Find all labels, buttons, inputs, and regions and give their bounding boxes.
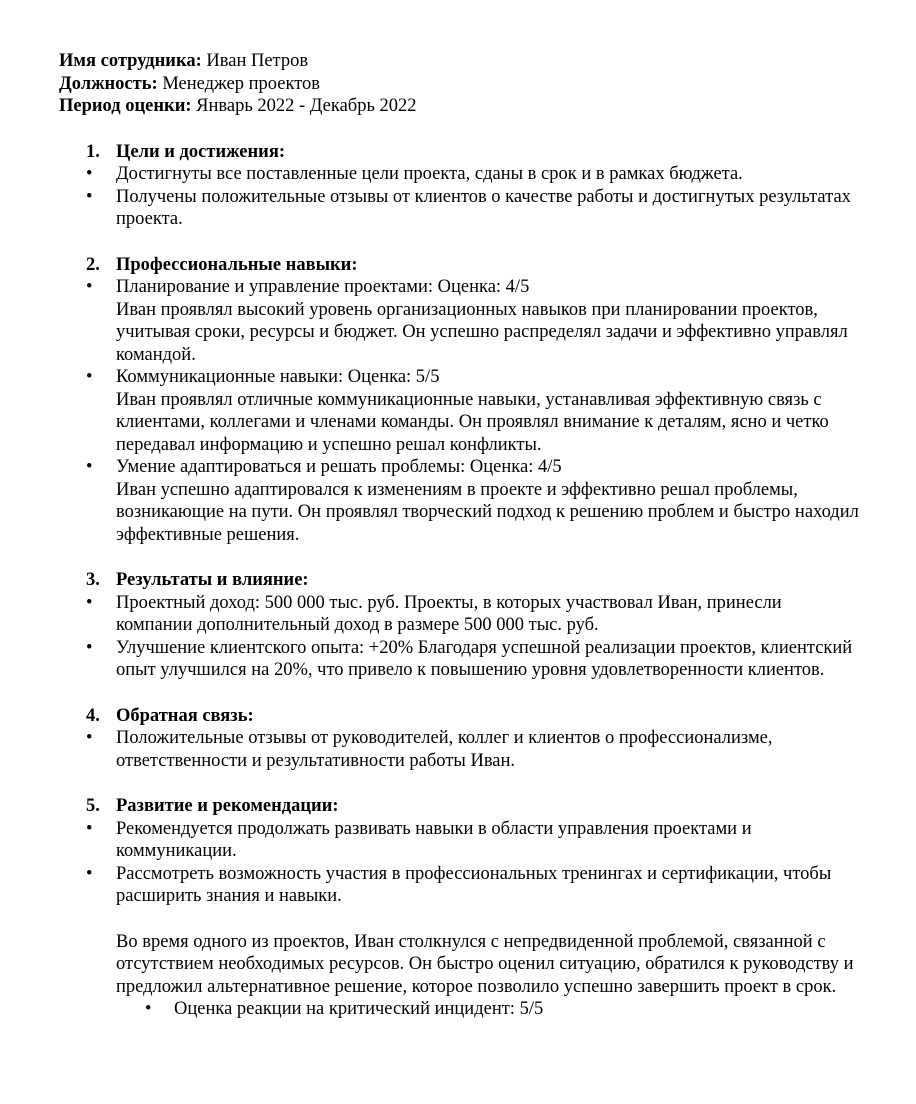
section-number: 4.: [86, 705, 100, 726]
section-title: [59, 141, 859, 164]
section-title: [59, 254, 859, 277]
item-text: Проектный доход: 500 000 тыс. руб. Проекты, в которых участвовал Иван, принесли компании дополнительный доход в размере 500 000 тыс. руб.: [116, 592, 782, 635]
position-label: Должность:: [59, 73, 158, 94]
list-item: [59, 637, 859, 682]
incident-bullet-list: [59, 998, 859, 1021]
bullet-list: [59, 818, 859, 908]
item-text: Планирование и управление проектами: Оценка: 4/5: [116, 277, 530, 297]
list-item: [59, 727, 859, 772]
section-number: 3.: [86, 570, 100, 590]
list-item: [59, 163, 859, 186]
section-results: [59, 569, 859, 682]
employee-value: Иван Петров: [206, 51, 309, 71]
list-item: [59, 366, 859, 456]
period-label: Период оценки:: [59, 96, 192, 116]
section-development: [59, 795, 859, 908]
item-text: Улучшение клиентского опыта: +20% Благодаря успешной реализации проектов, клиентский опыт улучшился на 20%, что привело к повышению уровня удовлетворенности клиентов.: [116, 637, 853, 680]
item-text: Рекомендуется продолжать развивать навыки в области управления проектами и коммуникации.: [116, 818, 752, 861]
section-number: 1.: [86, 141, 100, 162]
item-text: Умение адаптироваться и решать проблемы: Оценка: 4/5: [116, 457, 562, 477]
bullet-list: [59, 727, 859, 772]
position-value: Менеджер проектов: [162, 73, 321, 94]
period-value: Январь 2022 - Декабрь 2022: [196, 96, 417, 116]
item-text: Получены положительные отзывы от клиентов о качестве работы и достигнутых результатах проекта.: [116, 186, 851, 229]
item-text: Положительные отзывы от руководителей, коллег и клиентов о профессионализме, ответственности и результативности работы Иван.: [116, 728, 773, 771]
employee-label: Имя сотрудника:: [59, 51, 202, 71]
item-text: Коммуникационные навыки: Оценка: 5/5: [116, 367, 440, 387]
item-description: Иван успешно адаптировался к изменениям в проекте и эффективно решал проблемы, возникающие на пути. Он проявлял творческий подход к решению проблем и быстро находил эффективные решения.: [116, 479, 859, 545]
section-title: [59, 795, 859, 818]
list-item: [59, 998, 859, 1021]
list-item: [59, 456, 859, 546]
list-item: [59, 592, 859, 637]
section-heading: Результаты и влияние:: [116, 570, 309, 590]
section-heading: Обратная связь:: [116, 705, 254, 726]
item-text: Достигнуты все поставленные цели проекта, сданы в срок и в рамках бюджета.: [116, 164, 743, 184]
incident-rating: Оценка реакции на критический инцидент: 5/5: [174, 999, 544, 1019]
section-title: [59, 569, 859, 592]
section-feedback: [59, 705, 859, 773]
bullet-list: [59, 592, 859, 682]
item-description: Иван проявлял высокий уровень организационных навыков при планировании проектов, учитывая сроки, ресурсы и бюджет. Он успешно распределял задачи и эффективно управлял командой.: [116, 299, 848, 365]
item-description: Иван проявлял отличные коммуникационные навыки, устанавливая эффективную связь с клиентами, коллегами и членами команды. Он проявлял внимание к деталям, ясно и четко передавал информацию и успешно решал конфликты.: [116, 389, 829, 455]
position-line: [59, 73, 859, 96]
bullet-list: [59, 163, 859, 231]
period-line: [59, 95, 859, 118]
section-skills: [59, 254, 859, 547]
list-item: [59, 276, 859, 366]
bullet-list: [59, 276, 859, 546]
section-title: [59, 705, 859, 728]
list-item: [59, 186, 859, 231]
list-item: [59, 818, 859, 863]
section-goals: [59, 141, 859, 231]
employee-line: [59, 50, 859, 73]
list-item: [59, 863, 859, 908]
section-number: 2.: [86, 254, 100, 275]
section-heading: Цели и достижения:: [116, 141, 285, 162]
document-page: [59, 50, 859, 1021]
section-heading: Развитие и рекомендации:: [116, 796, 339, 816]
document-header: [59, 50, 859, 118]
section-number: 5.: [86, 796, 100, 816]
incident-paragraph: Во время одного из проектов, Иван столкнулся с непредвиденной проблемой, связанной с отсутствием необходимых ресурсов. Он быстро оценил ситуацию, обратился к руководству и предложил альтернативное решение, которое позволило успешно завершить проект в срок.: [116, 931, 854, 997]
item-text: Рассмотреть возможность участия в профессиональных тренингах и сертификации, чтобы расширить знания и навыки.: [116, 863, 832, 906]
section-heading: Профессиональные навыки:: [116, 254, 358, 275]
